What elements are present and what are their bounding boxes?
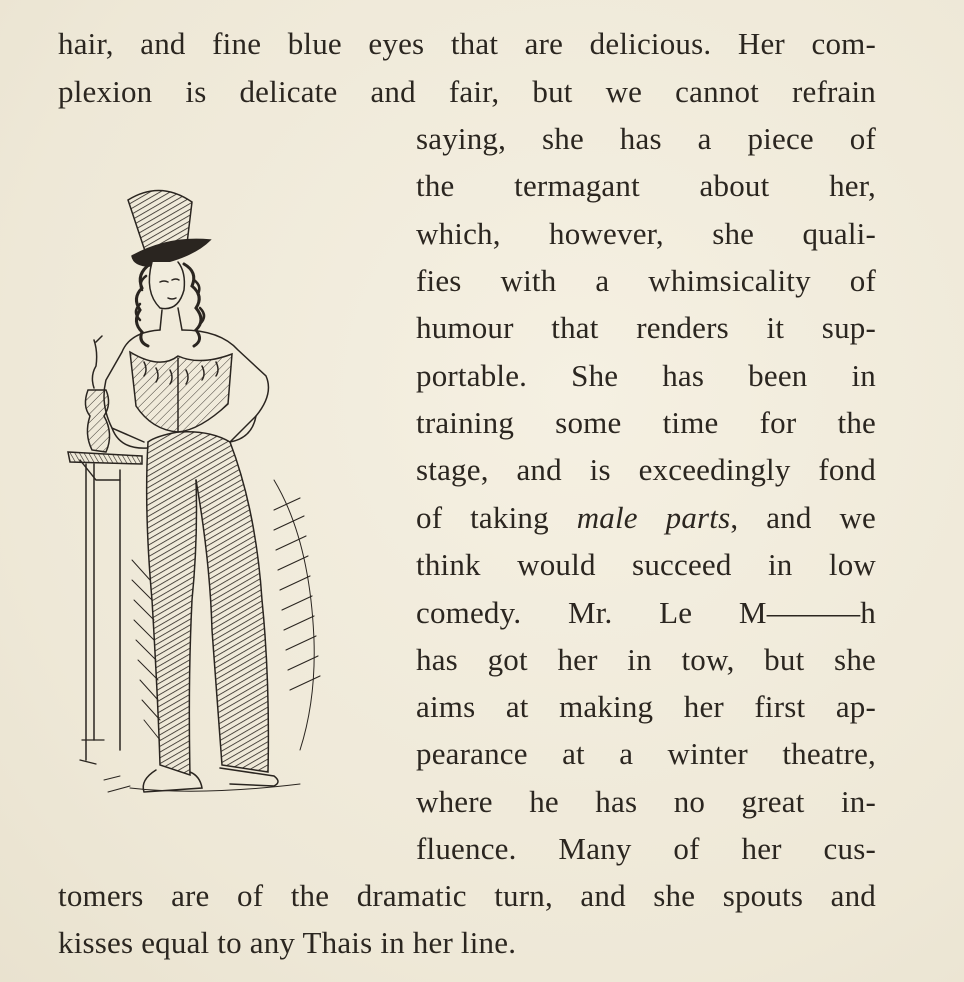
text-line: plexion is delicate and fair, but we cannot refrain — [58, 74, 876, 109]
text-line: where he has no great in- — [416, 784, 876, 819]
text-line: kisses equal to any Thais in her line. — [58, 925, 517, 960]
text-line: comedy. Mr. Le M———h — [416, 595, 876, 630]
text-line: aims at making her first ap- — [416, 689, 876, 724]
text-line: humour that renders it sup- — [416, 310, 876, 345]
text-line: the termagant about her, — [416, 168, 876, 203]
text-line: training some time for the — [416, 405, 876, 440]
text-line: fies with a whimsicality of — [416, 263, 876, 298]
text-line-italic — [416, 498, 876, 538]
text-line: saying, she has a piece of — [416, 121, 876, 156]
text-line: portable. She has been in — [416, 358, 876, 393]
text-line: pearance at a winter theatre, — [416, 736, 876, 771]
text-fragment: of taking — [416, 500, 577, 535]
text-line: which, however, she quali- — [416, 216, 876, 251]
italic-phrase: male parts — [576, 500, 731, 535]
woman-in-top-hat-illustration — [60, 180, 360, 805]
text-line: tomers are of the dramatic turn, and she spouts and — [58, 878, 876, 913]
text-line: has got her in tow, but she — [416, 642, 876, 677]
text-line: stage, and is exceedingly fond — [416, 452, 876, 487]
text-line: fluence. Many of her cus- — [416, 831, 876, 866]
text-line: hair, and fine blue eyes that are delicious. Her com- — [58, 26, 876, 61]
text-fragment: , and we — [730, 500, 876, 535]
text-line: think would succeed in low — [416, 547, 876, 582]
